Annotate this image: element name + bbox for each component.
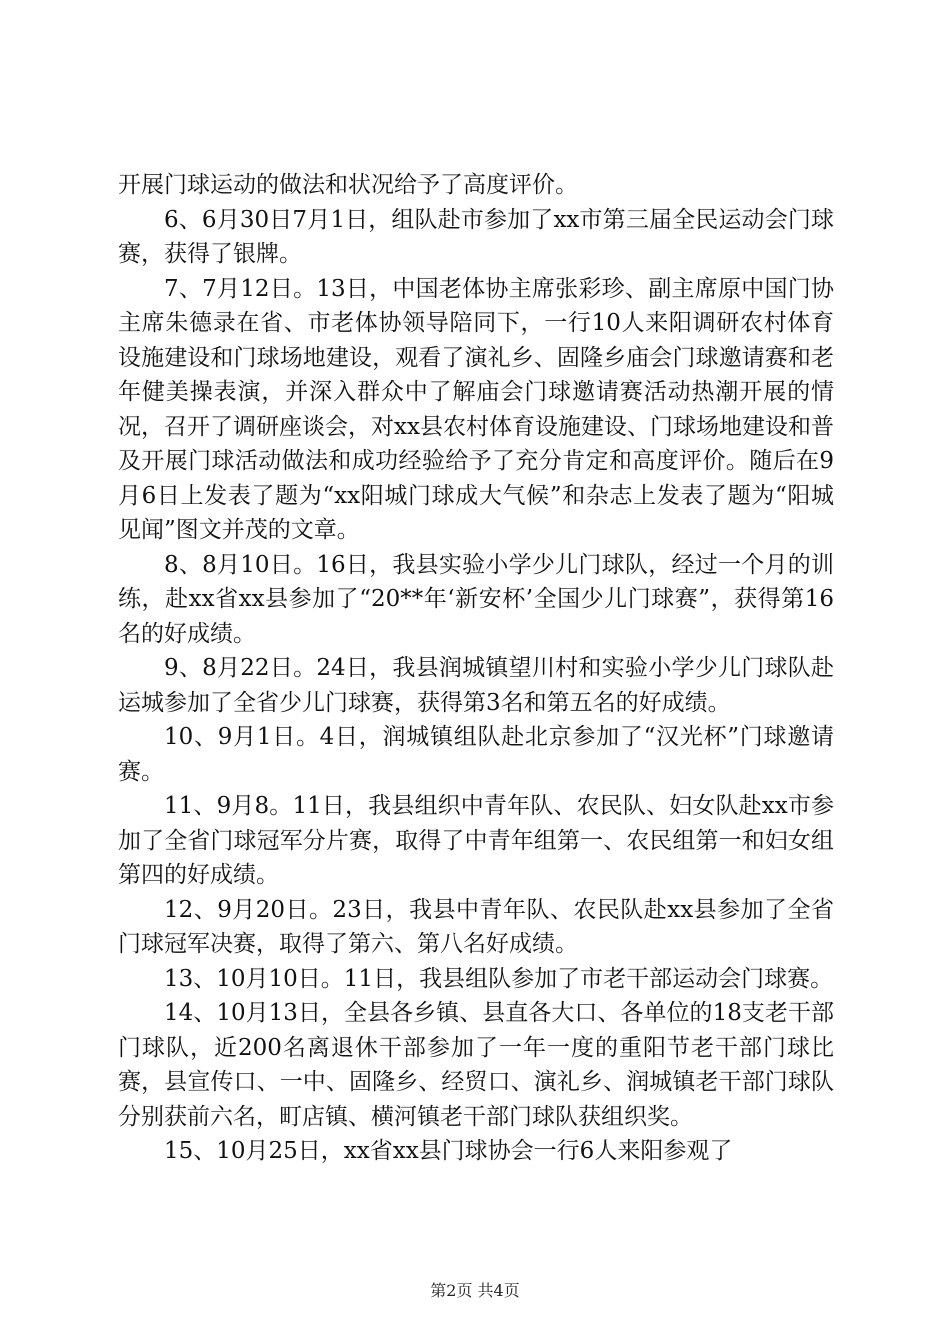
paragraph: 12、9月20日。23日，我县中青年队、农民队赴xx县参加了全省门球冠军决赛，取得了第六、第八名好成绩。 <box>118 896 834 957</box>
paragraph: 14、10月13日，全县各乡镇、县直各大口、各单位的18支老干部门球队，近200名离退休干部参加了一年一度的重阳节老干部门球比赛，县宣传口、一中、固隆乡、经贸口、演礼乡、润城镇老干部门球队分别获前六名，町店镇、横河镇老干部门球队获组织奖。 <box>118 1000 834 1130</box>
paragraph: 开展门球运动的做法和状况给予了高度评价。 <box>118 172 578 198</box>
page-footer <box>0 1280 950 1302</box>
paragraph: 13、10月10日。11日，我县组队参加了市老干部运动会门球赛。 <box>164 965 834 992</box>
paragraph: 10、9月1日。4日，润城镇组队赴北京参加了“汉光杯”门球邀请赛。 <box>118 724 834 785</box>
paragraph: 9、8月22日。24日，我县润城镇望川村和实验小学少儿门球队赴运城参加了全省少儿门球赛，获得第3名和第五名的好成绩。 <box>118 655 834 716</box>
paragraph: 15、10月25日，xx省xx县门球协会一行6人来阳参观了 <box>164 1138 733 1164</box>
document-body <box>118 168 834 1169</box>
paragraph: 11、9月8。11日，我县组织中青年队、农民队、妇女队赴xx市参加了全省门球冠军分片赛，取得了中青年组第一、农民组第一和妇女组第四的好成绩。 <box>118 793 834 888</box>
paragraph: 6、6月30日7月1日，组队赴市参加了xx市第三届全民运动会门球赛，获得了银牌。 <box>118 206 834 267</box>
paragraph: 8、8月10日。16日，我县实验小学少儿门球队，经过一个月的训练，赴xx省xx县参加了“20**年‘新安杯’全国少儿门球赛”，获得第16名的好成绩。 <box>118 551 834 647</box>
page-indicator: 第2页 共4页 <box>430 1281 520 1300</box>
paragraph: 7、7月12日。13日，中国老体协主席张彩珍、副主席原中国门协主席朱德录在省、市老体协领导陪同下，一行10人来阳调研农村体育设施建设和门球场地建设，观看了演礼乡、固隆乡庙会门球邀请赛和老年健美操表演，并深入群众中了解庙会门球邀请赛活动热潮开展的情况，召开了调研座谈会，对xx县农村体育设施建设、门球场地建设和普及开展门球活动做法和成功经验给予了充分肯定和高度评价。随后在9月6日上发表了题为“xx阳城门球成大气候”和杂志上发表了题为“阳城见闻”图文并茂的文章。 <box>118 275 834 543</box>
